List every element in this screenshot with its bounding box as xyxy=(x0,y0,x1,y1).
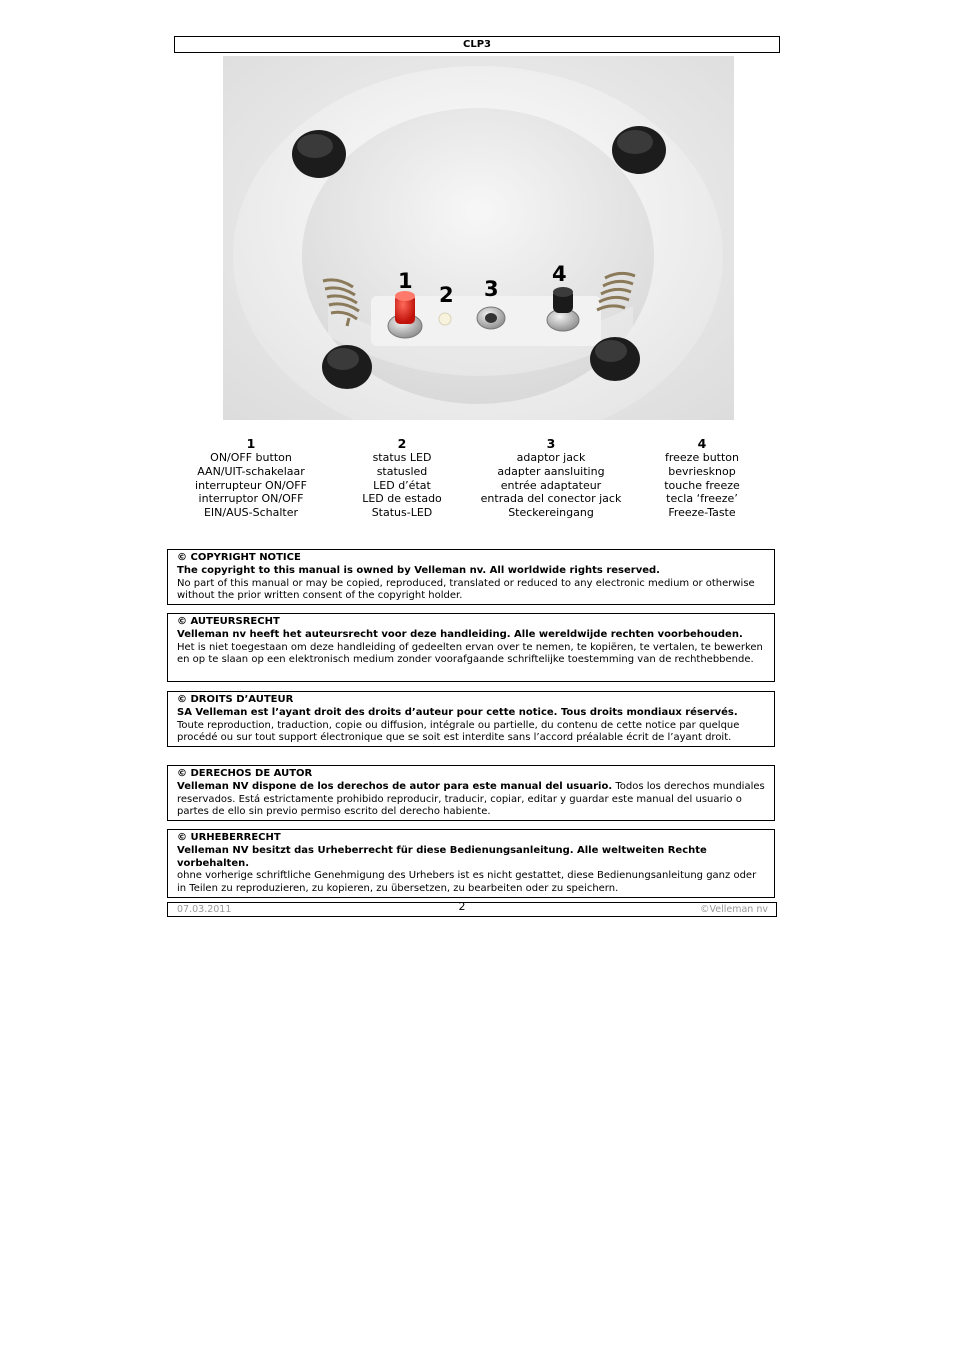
notice-lead: Velleman NV dispone de los derechos de autor para este manual del usuario. xyxy=(177,780,613,792)
copyright-notice-fr xyxy=(167,691,775,747)
legend-line: entrée adaptateur xyxy=(500,478,602,492)
status-led-illustration xyxy=(439,313,451,325)
legend-line: LED d’état xyxy=(373,478,431,492)
legend-item-4 xyxy=(622,436,782,520)
legend-line: ON/OFF button xyxy=(210,451,292,464)
notice-title: © AUTEURSRECHT xyxy=(177,616,280,627)
legend-line: bevriesknop xyxy=(668,464,736,478)
notice-lead: Velleman NV besitzt das Urheberrecht für diese Bedienungsanleitung. Alle weltweiten Rechte vorbehalten. xyxy=(177,844,707,869)
notice-body: Todos los derechos mundiales reservados. Está estrictamente prohibido reproducir, traducir, copiar, editar y guardar este manual del usuario o partes de ello sin previo permiso escrito del derecho habiente. xyxy=(177,780,765,818)
legend-line: LED de estado xyxy=(362,492,442,506)
adaptor-jack-illustration xyxy=(477,307,505,329)
legend-line: entrada del conector jack xyxy=(480,492,622,506)
footer-copyright: ©Velleman nv xyxy=(700,904,768,915)
legend-item-3 xyxy=(471,436,631,520)
legend-number: 4 xyxy=(697,436,707,451)
footer-date: 07.03.2011 xyxy=(177,904,232,915)
legend-line: Status-LED xyxy=(371,506,433,520)
notice-body: Het is niet toegestaan om deze handleiding of gedeelten ervan over te nemen, te kopiëren, te vertalen, te bewerken en op te slaan op een elektronisch medium zonder voorafgaande schriftelijke toestemming van de rechthebbende. xyxy=(177,641,763,666)
notice-title: © COPYRIGHT NOTICE xyxy=(177,552,301,563)
rubber-foot-top-left xyxy=(292,130,346,178)
legend-number: 1 xyxy=(246,436,256,451)
notice-title: © URHEBERRECHT xyxy=(177,832,281,843)
page-footer xyxy=(167,902,777,917)
notice-title: © DERECHOS DE AUTOR xyxy=(177,768,313,779)
legend-line: interrupteur ON/OFF xyxy=(195,478,307,492)
legend-line: statusled xyxy=(376,464,428,478)
copyright-notice-nl xyxy=(167,613,775,682)
legend-line: EIN/AUS-Schalter xyxy=(203,506,299,520)
photo-label-1: 1 xyxy=(398,269,413,293)
rubber-foot-bottom-left xyxy=(322,345,372,389)
document-header xyxy=(174,36,780,53)
notice-lead: The copyright to this manual is owned by Velleman nv. All worldwide rights reserved. xyxy=(177,564,660,576)
product-photo xyxy=(223,56,734,420)
legend-item-1 xyxy=(171,436,331,520)
copyright-notice-en xyxy=(167,549,775,605)
notice-lead: Velleman nv heeft het auteursrecht voor deze handleiding. Alle wereldwijde rechten voorbehouden. xyxy=(177,628,743,640)
photo-label-2: 2 xyxy=(439,283,454,307)
rubber-foot-top-right xyxy=(612,126,666,174)
legend-line: interruptor ON/OFF xyxy=(198,492,304,506)
copyright-notice-es xyxy=(167,765,775,821)
legend-line: AAN/UIT-schakelaar xyxy=(197,464,305,478)
notice-body: ohne vorherige schriftliche Genehmigung des Urhebers ist es nicht gestattet, diese Bedienungsanleitung ganz oder in Teilen zu reproduzieren, zu kopieren, zu übersetzen, zu bearbeiten oder zu speichern. xyxy=(177,870,757,895)
legend-line: adapter aansluiting xyxy=(497,464,605,478)
notice-title: © DROITS D’AUTEUR xyxy=(177,694,294,705)
legend-line: touche freeze xyxy=(664,478,740,492)
photo-label-3: 3 xyxy=(484,277,499,301)
photo-label-4: 4 xyxy=(552,262,567,286)
legend-line: status LED xyxy=(372,451,432,464)
legend-line: adaptor jack xyxy=(516,451,586,464)
legend-line: tecla ‘freeze’ xyxy=(666,492,738,506)
legend-line: freeze button xyxy=(664,451,739,464)
legend-line: Steckereingang xyxy=(508,506,594,520)
notice-lead: SA Velleman est l’ayant droit des droits d’auteur pour cette notice. Tous droits mondiaux réservés. xyxy=(177,706,738,718)
page-number: 2 xyxy=(458,900,466,913)
copyright-notice-de xyxy=(167,829,775,898)
notice-body: Toute reproduction, traduction, copie ou diffusion, intégrale ou partielle, du contenu de cette notice par quelque procédé ou sur tout support électronique que se soit est interdite sans l’accord préalable écrit de l’ayant droit. xyxy=(177,719,740,744)
legend-line: Freeze-Taste xyxy=(668,506,736,520)
notice-body: No part of this manual or may be copied, reproduced, translated or reduced to any electronic medium or otherwise without the prior written consent of the copyright holder. xyxy=(177,577,755,602)
model-name: CLP3 xyxy=(463,39,491,50)
rubber-foot-bottom-right xyxy=(590,337,640,381)
legend-number: 3 xyxy=(546,436,556,451)
legend-number: 2 xyxy=(397,436,407,451)
legend-item-2 xyxy=(322,436,482,520)
